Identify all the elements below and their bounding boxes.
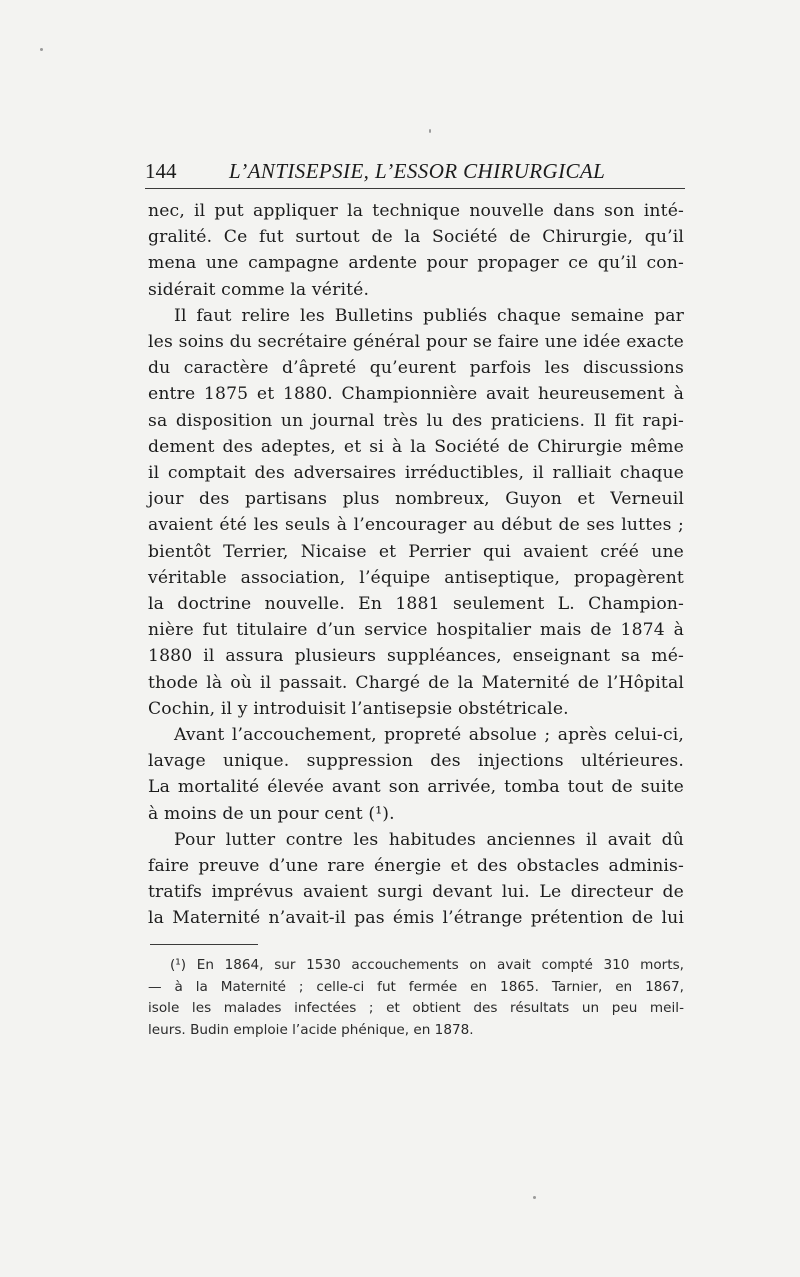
- running-title: L’ANTISEPSIE, L’ESSOR CHIRURGICAL: [229, 159, 606, 183]
- body-line: dement des adeptes, et si à la Société de Chirurgie même: [148, 436, 684, 457]
- body-line: lavage unique. suppression des injections ultérieures.: [148, 751, 684, 772]
- body-line: nec, il put appliquer la technique nouvelle dans son inté-: [148, 201, 684, 221]
- body-line: 1880 il assura plusieurs suppléances, enseignant sa mé-: [148, 646, 684, 667]
- body-line: Il faut relire les Bulletins publiés chaque semaine par: [174, 305, 684, 326]
- body-line: entre 1875 et 1880. Championnière avait heureusement à: [148, 384, 684, 405]
- paper-speck: [40, 48, 43, 51]
- body-line: La mortalité élevée avant son arrivée, tomba tout de suite: [148, 777, 684, 798]
- footnote-rule: [150, 944, 258, 945]
- running-head: [145, 159, 685, 189]
- paper-speck: [533, 1196, 536, 1199]
- header-rule: [145, 188, 685, 189]
- body-line: mena une campagne ardente pour propager ce qu’il con-: [148, 253, 684, 274]
- body-line: jour des partisans plus nombreux, Guyon et Verneuil: [148, 489, 684, 510]
- body-text: [148, 198, 684, 932]
- body-line: faire preuve d’une rare énergie et des obstacles adminis-: [148, 856, 684, 877]
- body-line: thode là où il passait. Chargé de la Maternité de l’Hôpital: [148, 672, 684, 693]
- body-line: Cochin, il y introduisit l’antisepsie obstétricale.: [148, 698, 569, 719]
- body-line: du caractère d’âpreté qu’eurent parfois les discussions: [148, 358, 684, 379]
- footnote-line: isole les malades infectées ; et obtient des résultats un peu meil-: [148, 1000, 684, 1017]
- paper-speck: [429, 129, 431, 133]
- body-line: gralité. Ce fut surtout de la Société de Chirurgie, qu’il: [148, 227, 684, 248]
- body-line: sidérait comme la vérité.: [148, 279, 370, 300]
- body-line: sa disposition un journal très lu des praticiens. Il fit rapi-: [148, 410, 684, 431]
- body-line: tratifs imprévus avaient surgi devant lui. Le directeur de: [148, 882, 684, 903]
- footnote: [148, 955, 684, 1042]
- footnote-line: — à la Maternité ; celle-ci fut fermée en 1865. Tarnier, en 1867,: [148, 978, 684, 995]
- body-line: nière fut titulaire d’un service hospitalier mais de 1874 à: [148, 620, 684, 641]
- page-number: 144: [145, 159, 177, 183]
- body-line: Avant l’accouchement, propreté absolue ; après celui-ci,: [174, 725, 684, 746]
- body-line: Pour lutter contre les habitudes anciennes il avait dû: [174, 829, 684, 850]
- body-line: la Maternité n’avait-il pas émis l’étrange prétention de lui: [148, 908, 684, 929]
- footnote-line: leurs. Budin emploie l’acide phénique, en 1878.: [148, 1022, 474, 1039]
- body-line: il comptait des adversaires irréductibles, il ralliait chaque: [148, 463, 684, 484]
- footnote-line: (¹) En 1864, sur 1530 accouchements on avait compté 310 morts,: [170, 957, 684, 973]
- body-line: la doctrine nouvelle. En 1881 seulement L. Champion-: [148, 594, 684, 615]
- body-line: à moins de un pour cent (¹).: [148, 803, 395, 824]
- body-line: bientôt Terrier, Nicaise et Perrier qui avaient créé une: [148, 541, 684, 562]
- body-line: les soins du secrétaire général pour se faire une idée exacte: [148, 332, 684, 353]
- body-line: véritable association, l’équipe antiseptique, propagèrent: [148, 567, 684, 588]
- body-line: avaient été les seuls à l’encourager au début de ses luttes ;: [148, 515, 684, 536]
